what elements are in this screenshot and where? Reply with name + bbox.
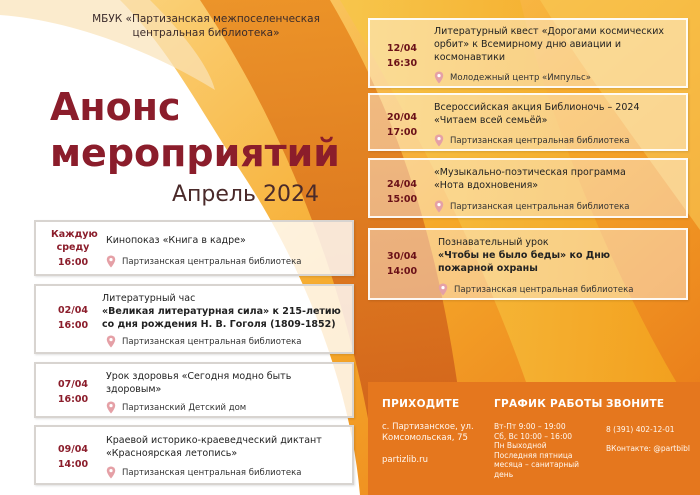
- location-pin-icon: [438, 283, 448, 296]
- location-pin-icon: [434, 200, 444, 213]
- event-card-right-2[interactable]: 20/04 17:00 Всероссийская акция Библионочь – 2024 «Читаем всей семьёй» Партизанская центральная библиотека: [368, 93, 688, 151]
- event-place: Партизанская центральная библиотека: [106, 335, 301, 348]
- event-card-right-1[interactable]: 12/04 16:30 Литературный квест «Дорогами космических орбит» к Всемирному дню авиации и космонавтики Молодежный центр «Импульс»: [368, 18, 688, 88]
- hours-heading: ГРАФИК РАБОТЫ: [494, 398, 603, 410]
- location-pin-icon: [106, 466, 116, 479]
- visit-heading: ПРИХОДИТЕ: [382, 398, 460, 410]
- website-link[interactable]: partizlib.ru: [382, 455, 428, 465]
- call-heading: ЗВОНИТЕ: [606, 398, 665, 410]
- organization-name: МБУК «Партизанская межпоселенческая центральная библиотека»: [92, 13, 320, 39]
- location-pin-icon: [434, 134, 444, 147]
- event-title: Всероссийская акция Библионочь – 2024 «Читаем всей семьёй»: [434, 102, 640, 126]
- event-place: Молодежный центр «Импульс»: [434, 71, 591, 84]
- location-pin-icon: [434, 71, 444, 84]
- event-place: Партизанская центральная библиотека: [434, 134, 629, 147]
- event-card-left-2[interactable]: 02/04 16:00 Литературный час «Великая литературная сила» к 215-летию со дня рождения Н. В. Гоголя (1809-1852) Партизанская центральная библиотека: [34, 284, 354, 354]
- month-label: Апрель 2024: [172, 182, 319, 207]
- event-card-left-4[interactable]: 09/04 14:00 Краевой историко-краеведческий диктант «Красноярская летопись» Партизанская центральная библиотека: [34, 425, 354, 485]
- location-pin-icon: [106, 335, 116, 348]
- contact-footer: [368, 382, 700, 495]
- event-card-left-1[interactable]: Каждую среду 16:00 Кинопоказ «Книга в кадре» Партизанская центральная библиотека: [34, 220, 354, 276]
- event-title: Урок здоровья «Сегодня модно быть здоровым»: [106, 371, 292, 395]
- working-hours: Вт-Пт 9:00 – 19:00 Сб, Вс 10:00 – 16:00 Пн Выходной Последняя пятница месяца – санитарный день: [494, 422, 580, 479]
- event-place: Партизанская центральная библиотека: [434, 200, 629, 213]
- event-card-right-4[interactable]: 30/04 14:00 Познавательный урок «Чтобы не было беды» ко Дню пожарной охраны Партизанская центральная библиотека: [368, 228, 688, 300]
- location-pin-icon: [106, 255, 116, 268]
- vk-link[interactable]: ВКонтакте: @partbibl: [606, 444, 690, 453]
- event-card-left-3[interactable]: 07/04 16:00 Урок здоровья «Сегодня модно быть здоровым» Партизанский Детский дом: [34, 362, 354, 418]
- event-place: Партизанский Детский дом: [106, 401, 246, 414]
- page-title: Анонс мероприятий: [50, 85, 340, 175]
- location-pin-icon: [106, 401, 116, 414]
- event-title: Кинопоказ «Книга в кадре»: [106, 235, 246, 246]
- phone-number[interactable]: 8 (391) 402-12-01: [606, 425, 675, 434]
- address: с. Партизанское, ул. Комсомольская, 75: [382, 422, 474, 443]
- event-place: Партизанская центральная библиотека: [438, 283, 633, 296]
- event-place: Партизанская центральная библиотека: [106, 466, 301, 479]
- event-place: Партизанская центральная библиотека: [106, 255, 301, 268]
- event-title: Познавательный урок «Чтобы не было беды» ко Дню пожарной охраны: [438, 237, 611, 274]
- event-title: «Музыкально-поэтическая программа «Нота вдохновения»: [434, 167, 626, 191]
- event-title: Краевой историко-краеведческий диктант «Красноярская летопись»: [106, 435, 322, 459]
- event-title: Литературный час «Великая литературная сила» к 215-летию со дня рождения Н. В. Гоголя (1809-1852): [102, 293, 341, 330]
- event-title: Литературный квест «Дорогами космических орбит» к Всемирному дню авиации и космонавтики: [434, 26, 664, 63]
- event-card-right-3[interactable]: 24/04 15:00 «Музыкально-поэтическая программа «Нота вдохновения» Партизанская центральная библиотека: [368, 158, 688, 218]
